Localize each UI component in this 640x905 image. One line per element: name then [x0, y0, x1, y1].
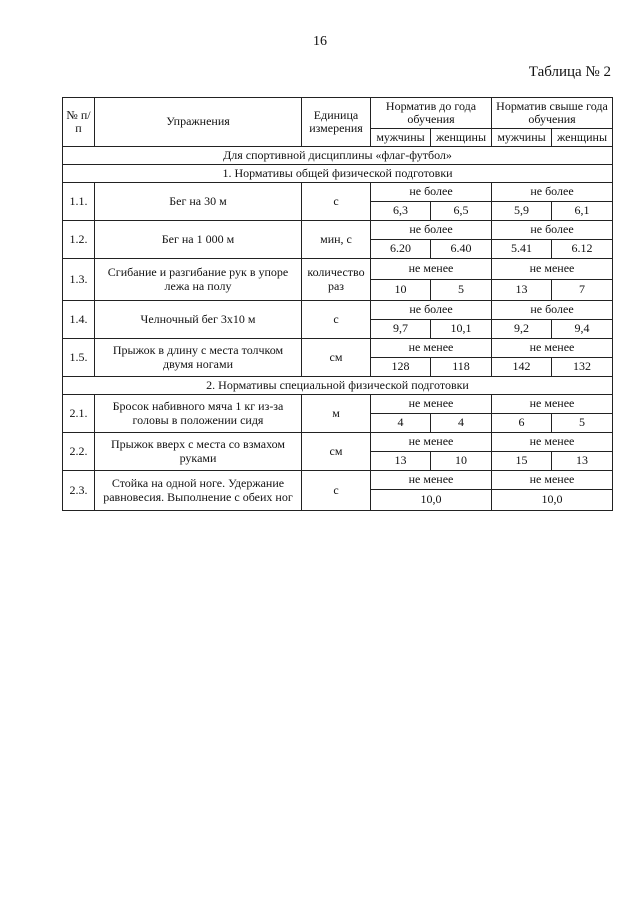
- value-women-first: 4: [431, 414, 492, 433]
- row-num: 1.5.: [63, 339, 95, 377]
- table-row: [63, 259, 613, 280]
- row-exercise: Бросок набивного мяча 1 кг из-за головы в положении сидя: [95, 395, 302, 433]
- value-men-first: 128: [371, 358, 431, 377]
- value-men-first: 4: [371, 414, 431, 433]
- value-after-first-year: 10,0: [492, 490, 613, 511]
- row-num: 1.1.: [63, 183, 95, 221]
- row-condition: не менее: [371, 471, 492, 490]
- section-row: [63, 377, 613, 395]
- table-row: [63, 183, 613, 202]
- row-exercise: Бег на 30 м: [95, 183, 302, 221]
- row-num: 2.3.: [63, 471, 95, 511]
- row-condition: не менее: [371, 339, 492, 358]
- value-men-after: 13: [492, 280, 552, 301]
- table-row: [63, 433, 613, 452]
- row-unit: с: [302, 301, 371, 339]
- value-men-first: 9,7: [371, 320, 431, 339]
- row-unit: количество раз: [302, 259, 371, 301]
- row-exercise: Прыжок вверх с места со взмахом руками: [95, 433, 302, 471]
- row-exercise: Стойка на одной ноге. Удержание равновесия. Выполнение с обеих ног: [95, 471, 302, 511]
- value-first-year: 10,0: [371, 490, 492, 511]
- table-row: [63, 339, 613, 358]
- value-men-after: 142: [492, 358, 552, 377]
- value-women-after: 7: [552, 280, 613, 301]
- value-men-after: 6: [492, 414, 552, 433]
- page-number: 16: [313, 34, 327, 49]
- norms-table: [62, 97, 613, 511]
- row-condition: не менее: [492, 433, 613, 452]
- row-exercise: Сгибание и разгибание рук в упоре лежа на полу: [95, 259, 302, 301]
- row-condition: не менее: [371, 259, 492, 280]
- value-men-after: 15: [492, 452, 552, 471]
- table-row: [63, 395, 613, 414]
- value-women-first: 6.40: [431, 240, 492, 259]
- row-num: 1.3.: [63, 259, 95, 301]
- value-men-first: 6.20: [371, 240, 431, 259]
- row-condition: не более: [492, 301, 613, 320]
- header-unit: Единица измерения: [302, 98, 371, 147]
- section-row: [63, 165, 613, 183]
- header-norm-after-first-year: Норматив свыше года обучения: [492, 98, 613, 129]
- header-women: женщины: [552, 129, 613, 147]
- row-condition: не более: [371, 183, 492, 202]
- header-men: мужчины: [492, 129, 552, 147]
- value-women-first: 6,5: [431, 202, 492, 221]
- value-men-after: 9,2: [492, 320, 552, 339]
- row-num: 1.4.: [63, 301, 95, 339]
- value-women-first: 118: [431, 358, 492, 377]
- row-unit: с: [302, 471, 371, 511]
- header-norm-first-year: Норматив до года обучения: [371, 98, 492, 129]
- header-row: [63, 98, 613, 129]
- value-women-first: 5: [431, 280, 492, 301]
- row-condition: не менее: [492, 395, 613, 414]
- discipline-row: [63, 147, 613, 165]
- row-unit: см: [302, 433, 371, 471]
- value-women-after: 5: [552, 414, 613, 433]
- header-exercise: Упражнения: [95, 98, 302, 147]
- section-title: 2. Нормативы специальной физической подготовки: [63, 377, 613, 395]
- value-women-after: 6,1: [552, 202, 613, 221]
- row-condition: не менее: [492, 339, 613, 358]
- value-women-first: 10,1: [431, 320, 492, 339]
- header-men: мужчины: [371, 129, 431, 147]
- value-men-first: 6,3: [371, 202, 431, 221]
- value-women-first: 10: [431, 452, 492, 471]
- value-women-after: 6.12: [552, 240, 613, 259]
- value-women-after: 9,4: [552, 320, 613, 339]
- row-condition: не менее: [371, 395, 492, 414]
- value-men-after: 5.41: [492, 240, 552, 259]
- row-condition: не менее: [371, 433, 492, 452]
- row-exercise: Челночный бег 3х10 м: [95, 301, 302, 339]
- row-condition: не более: [492, 183, 613, 202]
- row-condition: не более: [371, 221, 492, 240]
- table-row: [63, 221, 613, 240]
- value-men-first: 10: [371, 280, 431, 301]
- row-condition: не менее: [492, 471, 613, 490]
- row-num: 1.2.: [63, 221, 95, 259]
- header-women: женщины: [431, 129, 492, 147]
- header-num: № п/п: [63, 98, 95, 147]
- row-unit: см: [302, 339, 371, 377]
- row-num: 2.1.: [63, 395, 95, 433]
- discipline-title: Для спортивной дисциплины «флаг-футбол»: [63, 147, 613, 165]
- row-unit: с: [302, 183, 371, 221]
- row-condition: не более: [371, 301, 492, 320]
- row-exercise: Прыжок в длину с места толчком двумя ногами: [95, 339, 302, 377]
- value-men-after: 5,9: [492, 202, 552, 221]
- row-condition: не менее: [492, 259, 613, 280]
- table-caption: Таблица № 2: [528, 64, 611, 80]
- row-unit: мин, с: [302, 221, 371, 259]
- row-unit: м: [302, 395, 371, 433]
- table-row: [63, 471, 613, 490]
- section-title: 1. Нормативы общей физической подготовки: [63, 165, 613, 183]
- row-num: 2.2.: [63, 433, 95, 471]
- row-condition: не более: [492, 221, 613, 240]
- value-women-after: 132: [552, 358, 613, 377]
- table-row: [63, 301, 613, 320]
- row-exercise: Бег на 1 000 м: [95, 221, 302, 259]
- value-women-after: 13: [552, 452, 613, 471]
- value-men-first: 13: [371, 452, 431, 471]
